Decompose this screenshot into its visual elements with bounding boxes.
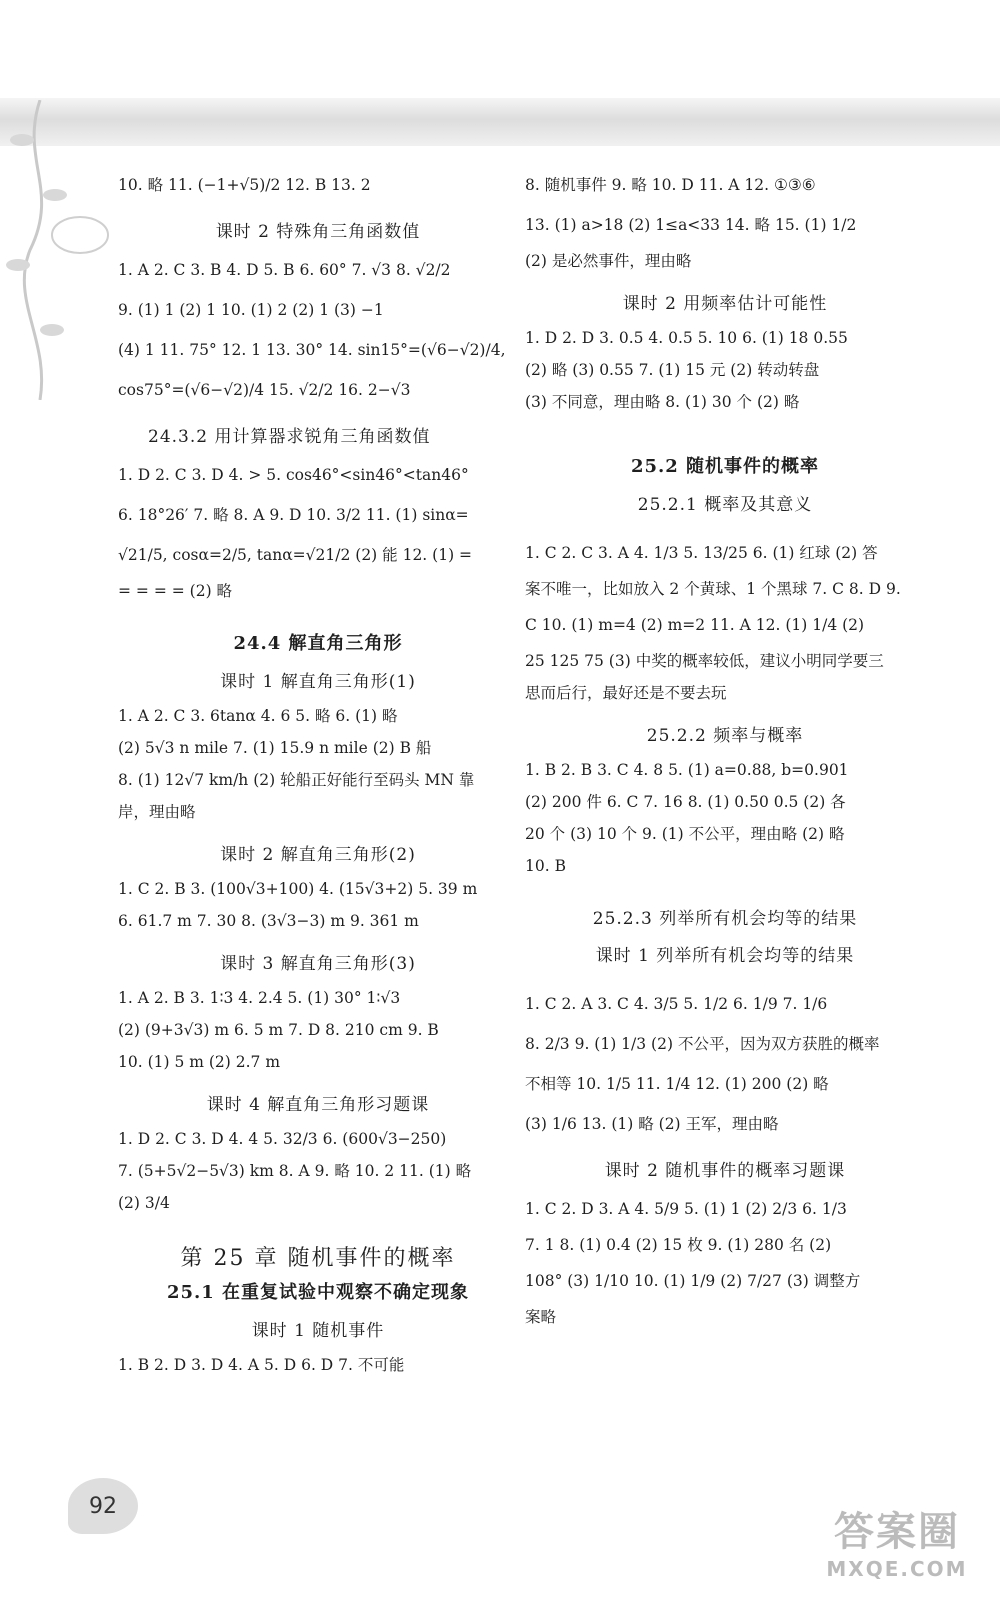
subsection-heading: 25.2.2 频率与概率 xyxy=(646,726,804,746)
section-title: 24.4 解直角三角形 xyxy=(233,633,403,654)
section-heading: 24.3.2 用计算器求锐角三角函数值 xyxy=(148,427,431,447)
subsection-heading: 25.2.1 概率及其意义 xyxy=(637,495,813,515)
watermark-logo xyxy=(812,1500,982,1590)
answer-line: 1. C 2. B 3. (100√3+100) 4. (15√3+2) 5. 39 m xyxy=(118,880,478,898)
answer-line: 1. D 2. C 3. D 4. 4 5. 32/3 6. (600√3−250) xyxy=(118,1130,447,1148)
answer-line: 9. (1) 1 (2) 1 10. (1) 2 (2) 1 (3) −1 xyxy=(118,301,384,319)
answer-line: (2) 略 (3) 0.55 7. (1) 15 元 (2) 转动转盘 xyxy=(525,361,820,379)
lesson-heading: 课时 3 解直角三角形(3) xyxy=(220,954,416,974)
answer-line: 案不唯一，比如放入 2 个黄球、1 个黑球 7. C 8. D 9. xyxy=(525,580,901,598)
answer-line: (2) (9+3√3) m 6. 5 m 7. D 8. 210 cm 9. B xyxy=(118,1021,439,1039)
answer-line: (2) 是必然事件，理由略 xyxy=(525,252,692,270)
answer-line: 岸，理由略 xyxy=(118,803,196,821)
answer-line: 13. (1) a>18 (2) 1≤a<33 14. 略 15. (1) 1/2 xyxy=(525,216,857,234)
chapter-title: 第 25 章 随机事件的概率 xyxy=(180,1246,456,1271)
answer-line: (2) 200 件 6. C 7. 16 8. (1) 0.50 0.5 (2) 各 xyxy=(525,793,846,811)
answer-line: 7. (5+5√2−5√3) km 8. A 9. 略 10. 2 11. (1) 略 xyxy=(118,1162,472,1180)
answer-line: 108° (3) 1/10 10. (1) 1/9 (2) 7/27 (3) 调整方 xyxy=(525,1272,861,1290)
page-number: 92 xyxy=(68,1478,138,1534)
section-title: 25.1 在重复试验中观察不确定现象 xyxy=(166,1282,470,1303)
lesson-heading: 课时 4 解直角三角形习题课 xyxy=(206,1095,430,1115)
answer-line: 1. A 2. C 3. 6tanα 4. 6 5. 略 6. (1) 略 xyxy=(118,707,398,725)
answer-line: 案略 xyxy=(525,1308,557,1326)
answer-line: 不相等 10. 1/5 11. 1/4 12. (1) 200 (2) 略 xyxy=(525,1075,829,1093)
answer-line: cos75°=(√6−√2)/4 15. √2/2 16. 2−√3 xyxy=(118,381,411,399)
lesson-heading: 课时 2 随机事件的概率习题课 xyxy=(604,1161,846,1181)
answer-line: 25 125 75 (3) 中奖的概率较低，建议小明同学要三 xyxy=(525,652,884,670)
lesson-heading: 课时 2 用频率估计可能性 xyxy=(622,294,828,314)
answer-line: 6. 61.7 m 7. 30 8. (3√3−3) m 9. 361 m xyxy=(118,912,419,930)
lesson-heading: 课时 2 解直角三角形(2) xyxy=(220,845,416,865)
answer-line: 1. C 2. C 3. A 4. 1/3 5. 13/25 6. (1) 红球 (2) 答 xyxy=(525,544,878,562)
header-decoration-band xyxy=(0,98,1000,146)
answer-line: 1. C 2. D 3. A 4. 5/9 5. (1) 1 (2) 2/3 6. 1/3 xyxy=(525,1200,847,1218)
answer-line: 1. D 2. D 3. 0.5 4. 0.5 5. 10 6. (1) 18 0.55 xyxy=(525,329,848,347)
subsection-heading: 25.2.3 列举所有机会均等的结果 xyxy=(592,909,858,929)
answer-line: 8. 随机事件 9. 略 10. D 11. A 12. ①③⑥ xyxy=(525,176,816,194)
answer-line: 1. B 2. B 3. C 4. 8 5. (1) a=0.88, b=0.901 xyxy=(525,761,849,779)
answer-line: 1. A 2. B 3. 1∶3 4. 2.4 5. (1) 30° 1∶√3 xyxy=(118,989,401,1007)
answer-line: 1. A 2. C 3. B 4. D 5. B 6. 60° 7. √3 8. √2/2 xyxy=(118,261,451,279)
answer-line: 20 个 (3) 10 个 9. (1) 不公平，理由略 (2) 略 xyxy=(525,825,845,843)
answer-line: 10. (1) 5 m (2) 2.7 m xyxy=(118,1053,281,1071)
answer-line: 8. 2/3 9. (1) 1/3 (2) 不公平，因为双方获胜的概率 xyxy=(525,1035,880,1053)
answer-line: 6. 18°26′ 7. 略 8. A 9. D 10. 3/2 11. (1) sinα= xyxy=(118,506,469,524)
right-column xyxy=(525,165,925,1333)
answer-line: 10. B xyxy=(525,857,566,875)
watermark-url: MXQE.COM xyxy=(826,1557,968,1581)
answer-line: √21/5, cosα=2/5, tanα=√21/2 (2) 能 12. (1) = xyxy=(118,546,473,564)
left-column xyxy=(118,165,518,1381)
answer-line: C 10. (1) m=4 (2) m=2 11. A 12. (1) 1/4 (2) xyxy=(525,616,865,634)
answer-line: (2) 3/4 xyxy=(118,1194,170,1212)
answer-line: 8. (1) 12√7 km/h (2) 轮船正好能行至码头 MN 靠 xyxy=(118,771,475,789)
lesson-heading: 课时 1 随机事件 xyxy=(251,1321,385,1341)
answer-line: 思而后行，最好还是不要去玩 xyxy=(525,684,727,702)
watermark-text: 答案圈 xyxy=(834,1509,960,1555)
answer-line: (3) 1/6 13. (1) 略 (2) 王军，理由略 xyxy=(525,1115,779,1133)
lesson-heading: 课时 1 列举所有机会均等的结果 xyxy=(595,946,855,966)
answer-line: 1. B 2. D 3. D 4. A 5. D 6. D 7. 不可能 xyxy=(118,1356,405,1374)
lesson-heading: 课时 1 解直角三角形(1) xyxy=(220,672,416,692)
answer-line: (3) 不同意，理由略 8. (1) 30 个 (2) 略 xyxy=(525,393,800,411)
answer-line: 1. D 2. C 3. D 4. > 5. cos46°<sin46°<tan46° xyxy=(118,466,469,484)
answer-line: (2) 5√3 n mile 7. (1) 15.9 n mile (2) B 船 xyxy=(118,739,432,757)
section-title: 25.2 随机事件的概率 xyxy=(630,456,820,477)
answer-line: (4) 1 11. 75° 12. 1 13. 30° 14. sin15°=(√6−√2)/4, xyxy=(118,341,506,359)
lesson-heading: 课时 2 特殊角三角函数值 xyxy=(215,222,421,242)
answer-line: 10. 略 11. (−1+√5)/2 12. B 13. 2 xyxy=(118,176,371,194)
answer-line: 7. 1 8. (1) 0.4 (2) 15 枚 9. (1) 280 名 (2) xyxy=(525,1236,832,1254)
vine-decoration-icon xyxy=(0,100,120,400)
answer-line: 1. C 2. A 3. C 4. 3/5 5. 1/2 6. 1/9 7. 1/6 xyxy=(525,995,828,1013)
answer-line: = = = = (2) 略 xyxy=(118,582,233,600)
